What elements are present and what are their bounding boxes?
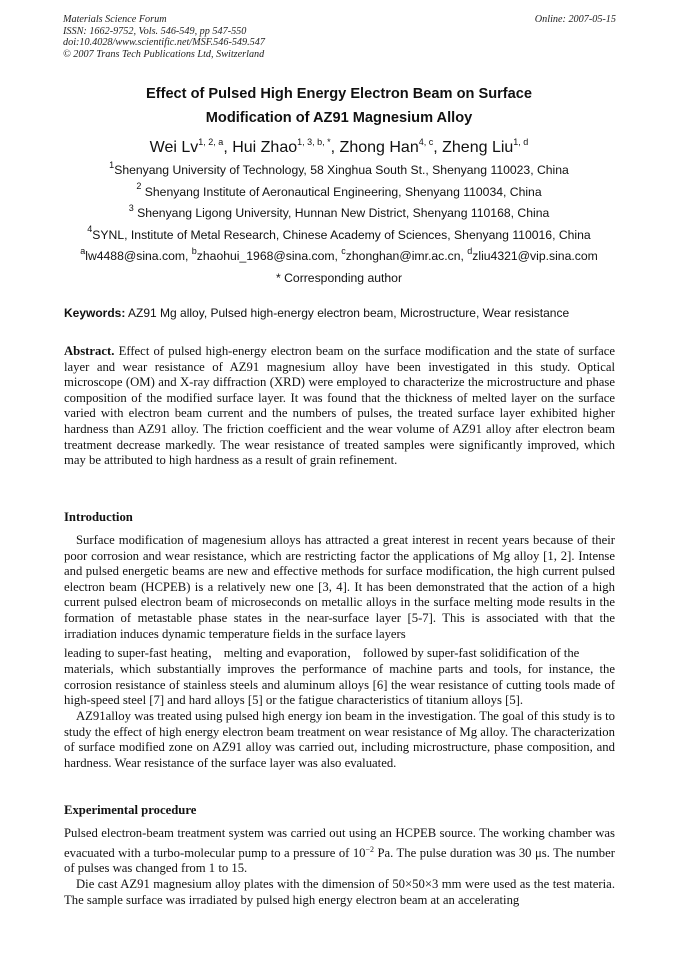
section-heading-experimental: Experimental procedure [64, 803, 197, 817]
author-sep: , [433, 139, 443, 156]
affiliation-sup: 3 [128, 202, 134, 213]
exp-paragraph-2: Die cast AZ91 magnesium alloy plates with the dimension of 50×50×3 mm were used as the test materia. The sample surface was irradiated by pulsed high energy electron beam at an accelerating [64, 877, 615, 907]
affiliations [40, 160, 638, 289]
affiliation-sup: 2 [136, 181, 142, 192]
keywords-label: Keywords: [64, 306, 126, 320]
title-line-2: Modification of AZ91 Magnesium Alloy [205, 110, 473, 126]
email-sup: b [191, 245, 197, 256]
email-sup: d [467, 245, 473, 256]
affiliation-text: Shenyang Institute of Aeronautical Engineering, Shenyang 110034, China [141, 184, 542, 199]
corresponding-author-note: * Corresponding author [275, 270, 403, 285]
author-name: Zheng Liu [442, 139, 514, 156]
journal-header [63, 14, 616, 60]
paper-title [40, 82, 638, 130]
intro-paragraph-1: Surface modification of magenesium alloys has attracted a great interest in recent years because of their poor corrosion and wear resistance, which are restricting factor the applications of Mg alloy [1, 2]. Intense and pulsed energetic beams are new and effective methods for surface modification, the high current pulsed electron beam (HCPEB) is a relatively new one [3, 4]. It has been demonstrated that the action of a high current pulsed electron beam of microseconds on metallic alloys in the surface melting mode results in the formation of metastable phase states in the near-surface layer [5-7]. This is associated with that the irradiation induces dynamic temperature fields in the surface layers [64, 533, 615, 641]
keywords-text: AZ91 Mg alloy, Pulsed high-energy electron beam, Microstructure, Wear resistance [125, 306, 570, 320]
introduction-body [64, 533, 615, 771]
affiliation-4 [40, 225, 638, 247]
email-sup: a [80, 245, 86, 256]
author-sup: 4, c [418, 136, 434, 147]
title-line-1: Effect of Pulsed High Energy Electron Beam on Surface [145, 86, 532, 102]
email-sup: c [341, 245, 346, 256]
author-list [40, 137, 638, 159]
intro-paragraph-2: AZ91alloy was treated using pulsed high energy ion beam in the investigation. The goal of this study is to study the effect of high energy electron beam treatment on wear resistance of Mg alloy. The characterization of surface modified zone on AZ91 alloy was carried out, including microstructure, phase composition, and hardness. Wear resistance of the surface layer was also evaluated. [64, 708, 615, 770]
copyright-line: © 2007 Trans Tech Publications Ltd, Switzerland [63, 48, 265, 60]
author-sep: , [330, 139, 340, 156]
online-date: Online: 2007-05-15 [534, 14, 616, 25]
author-name: Hui Zhao [232, 139, 298, 156]
author-sup: 1, d [513, 136, 529, 147]
journal-name: Materials Science Forum [63, 14, 167, 25]
author-name: Wei Lv [149, 139, 199, 156]
affiliation-text: Shenyang University of Technology, 58 Xinghua South St., Shenyang 110023, China [114, 163, 569, 177]
author-name: Zhong Han [339, 139, 419, 156]
affiliation-sup: 4 [87, 224, 93, 235]
author-sep: , [223, 139, 233, 156]
abstract [64, 344, 615, 469]
email-line [40, 246, 638, 268]
affiliation-1 [40, 160, 638, 182]
doi-line: doi:10.4028/www.scientific.net/MSF.546-549.547 [63, 37, 265, 49]
affiliation-text: Shenyang Ligong University, Hunnan New District, Shenyang 110168, China [133, 206, 550, 220]
issn-line: ISSN: 1662-9752, Vols. 546-549, pp 547-550 [63, 25, 247, 37]
email-link[interactable]: zhonghan@imr.ac.cn, [345, 249, 468, 263]
affiliation-sup: 1 [109, 159, 115, 170]
affiliation-2 [40, 182, 638, 204]
exp-paragraph-1 [64, 826, 615, 877]
email-link[interactable]: lw4488@sina.com, [85, 249, 192, 263]
author-sup: 1, 3, b, * [297, 136, 331, 147]
abstract-text: Effect of pulsed high-energy electron beam on the surface modification and the state of surface layer and wear resistance of AZ91 magnesium alloy have been investigated in this study. Optical microscope (OM) and X-ray diffraction (XRD) were employed to characterize the microstructure and phase composition of the modified surface layer. It was found that the thickness of melted layer on the surface varied with electron beam current and the numbers of pulses, the treated surface layer exhibited higher hardness than AZ91 alloy. The friction coefficient and the wear volume of AZ91 alloy after electron beam treatment decrease markedly. The wear resistance of treated samples were significantly improved, which may be attributed to high hardness as a result of grain refinement. [64, 344, 615, 468]
author-sup: 1, 2, a [198, 136, 224, 147]
intro-paragraph-1-cont: materials, which substantially improves the performance of machine parts and tools, for instance, the corrosion resistance of stainless steels and aluminum alloys [6] the wear resistance of cutting tools made of high-speed steel [7] and hard alloys [5] or the fatigue characteristics of titanium alloys [5]. [64, 662, 615, 708]
exponent-sup: −2 [365, 844, 375, 854]
email-link[interactable]: zliu4321@vip.sina.com [472, 249, 598, 263]
abstract-label: Abstract. [64, 344, 115, 358]
experimental-body [64, 826, 615, 908]
exp-paragraph-1-b: Pa. The pulse duration was 30 μs. The number of pulses was changed from 1 to 15. [64, 845, 616, 876]
exp-paragraph-1-a: Pulsed electron-beam treatment system was carried out using an HCPEB source. The working chamber was evacuated with a turbo-molecular pump to a pressure of 10 [64, 826, 615, 860]
section-heading-introduction: Introduction [64, 510, 133, 524]
keywords [64, 305, 624, 321]
affiliation-3 [40, 203, 638, 225]
email-link[interactable]: zhaohui_1968@sina.com, [196, 249, 342, 263]
intro-paragraph-1-line: leading to super-fast heating， melting and evaporation， followed by super-fast solidification of the [64, 646, 580, 661]
affiliation-text: SYNL, Institute of Metal Research, Chinese Academy of Sciences, Shenyang 110016, China [92, 227, 591, 242]
